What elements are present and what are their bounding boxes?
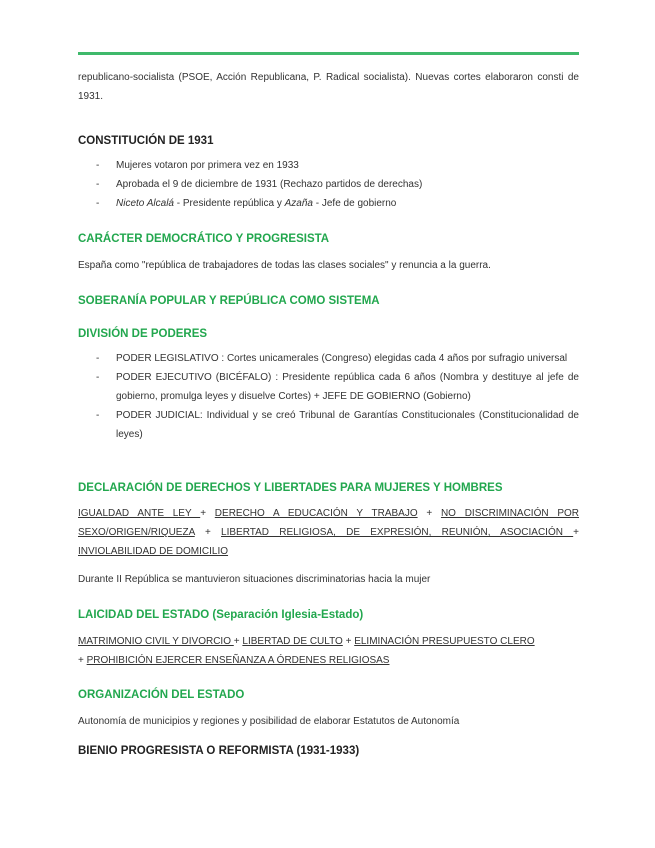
division-section (78, 326, 579, 342)
right-item: LIBERTAD RELIGIOSA, DE EXPRESIÓN, REUNIÓN, ASOCIACIÓN (221, 527, 574, 538)
dash-bullet: - (96, 179, 100, 190)
constitucion-list (78, 156, 579, 213)
division-heading: DIVISIÓN DE PODERES (78, 328, 208, 340)
declaracion-note-wrap (78, 570, 579, 589)
plus-joiner: + (78, 655, 84, 666)
laicidad-heading: LAICIDAD DEL ESTADO (Separación Iglesia-Estado) (78, 609, 364, 621)
soberania-heading: SOBERANÍA POPULAR Y REPÚBLICA COMO SISTEMA (78, 295, 380, 307)
list-item-text: - Presidente república y (174, 198, 285, 209)
declaracion-rights-wrap (78, 504, 579, 561)
dash-bullet: - (96, 410, 100, 421)
right-item: INVIOLABILIDAD DE DOMICILIO (78, 546, 229, 557)
list-item (78, 156, 579, 175)
right-item: IGUALDAD ANTE LEY (78, 508, 201, 519)
plus-joiner: + (204, 527, 211, 538)
rights-paragraph (78, 504, 579, 561)
list-item-text: PODER LEGISLATIVO : Cortes unicamerales (Congreso) elegidas cada 4 años por sufragio universal (116, 353, 568, 364)
list-item-text: Mujeres votaron por primera vez en 1933 (116, 160, 299, 171)
plus-joiner: + (345, 636, 352, 647)
top-green-rule (78, 52, 579, 55)
constitucion-list-wrap (78, 156, 579, 213)
dash-bullet: - (96, 353, 100, 364)
organizacion-paragraph: Autonomía de municipios y regiones y posibilidad de elaborar Estatutos de Autonomía (78, 716, 460, 727)
declaracion-heading: DECLARACIÓN DE DERECHOS Y LIBERTADES PARA MUJERES Y HOMBRES (78, 482, 503, 494)
bienio-heading: BIENIO PROGRESISTA O REFORMISTA (1931-1933) (78, 745, 360, 757)
laicidad-item: ELIMINACIÓN PRESUPUESTO CLERO (354, 636, 535, 647)
plus-joiner: + (233, 636, 240, 647)
division-list-wrap (78, 349, 579, 444)
organizacion-section (78, 687, 579, 703)
constitucion-heading: CONSTITUCIÓN DE 1931 (78, 135, 214, 147)
right-item: NO DISCRIMINACIÓN POR SEXO/ORIGEN/RIQUEZA (78, 508, 580, 538)
list-item (78, 349, 579, 368)
list-item (78, 368, 579, 406)
dash-bullet: - (96, 160, 100, 171)
organizacion-heading: ORGANIZACIÓN DEL ESTADO (78, 689, 245, 701)
caracter-section (78, 231, 579, 247)
list-item (78, 406, 579, 444)
list-item-text: Aprobada el 9 de diciembre de 1931 (Rechazo partidos de derechas) (116, 179, 423, 190)
intro-section (78, 68, 579, 106)
division-list (78, 349, 579, 444)
bienio-section (78, 743, 579, 759)
head-of-government-name: Azaña (284, 198, 313, 209)
plus-joiner: + (200, 508, 207, 519)
caracter-heading: CARÁCTER DEMOCRÁTICO Y PROGRESISTA (78, 233, 330, 245)
laicidad-item: PROHIBICIÓN EJERCER ENSEÑANZA A ÓRDENES RELIGIOSAS (86, 655, 390, 666)
laicidad-item: MATRIMONIO CIVIL Y DIVORCIO (78, 636, 234, 647)
laicidad-paragraph (78, 632, 579, 670)
plus-joiner: + (426, 508, 433, 519)
intro-paragraph: republicano-socialista (PSOE, Acción Republicana, P. Radical socialista). Nuevas cortes elaboraron consti de 1931. (78, 72, 579, 102)
caracter-text-wrap (78, 256, 579, 275)
plus-joiner: + (573, 527, 580, 538)
list-item-text: PODER EJECUTIVO (BICÉFALO) : Presidente república cada 6 años (Nombra y destituye al jefe de gobierno, promulga leyes y disuelve Cortes) + JEFE DE GOBIERNO (Gobierno) (116, 372, 579, 402)
organizacion-text-wrap (78, 712, 579, 731)
list-item-text: - Jefe de gobierno (312, 198, 397, 209)
declaracion-note: Durante II República se mantuvieron situaciones discriminatorias hacia la mujer (78, 574, 431, 585)
list-item (78, 175, 579, 194)
laicidad-items-wrap (78, 632, 579, 670)
caracter-paragraph: España como "república de trabajadores de todas las clases sociales" y renuncia a la guerra. (78, 260, 491, 271)
laicidad-section (78, 607, 579, 623)
dash-bullet: - (96, 372, 100, 383)
soberania-section (78, 293, 579, 309)
laicidad-item: LIBERTAD DE CULTO (242, 636, 343, 647)
president-name: Niceto Alcalá (116, 198, 174, 209)
list-item-text: PODER JUDICIAL: Individual y se creó Tribunal de Garantías Constitucionales (Constitucionalidad de leyes) (116, 410, 579, 440)
declaracion-section (78, 480, 579, 496)
dash-bullet: - (96, 198, 100, 209)
list-item (78, 194, 579, 213)
constitucion-section (78, 133, 579, 149)
right-item: DERECHO A EDUCACIÓN Y TRABAJO (214, 508, 418, 519)
